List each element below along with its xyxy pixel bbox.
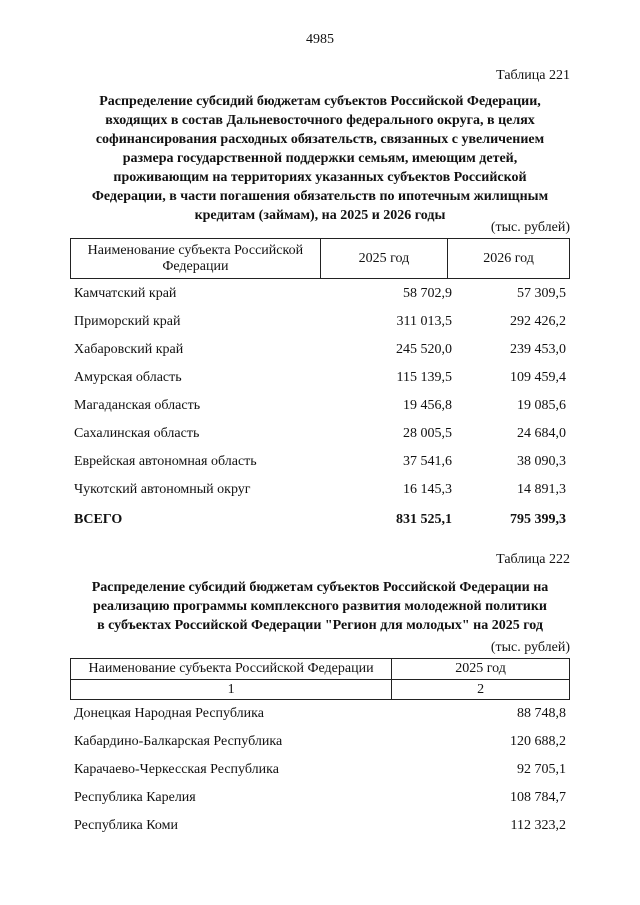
table-221-header xyxy=(70,238,570,279)
total-2026: 795 399,3 xyxy=(510,512,566,527)
row-2025: 120 688,2 xyxy=(510,734,566,749)
title-line: размера государственной поддержки семьям, имеющим детей, xyxy=(122,151,518,166)
row-2025: 115 139,5 xyxy=(396,370,452,385)
header-col-name-line2: Федерации xyxy=(162,258,229,274)
row-2025: 112 323,2 xyxy=(510,818,566,833)
row-name: Амурская область xyxy=(74,370,182,385)
row-2025: 88 748,8 xyxy=(517,706,566,721)
title-line: Федерации, в части погашения обязательств по ипотечным жилищным xyxy=(91,189,549,204)
total-2025: 831 525,1 xyxy=(396,512,452,527)
header-col-name xyxy=(71,239,321,279)
title-line: в субъектах Российской Федерации "Регион для молодых" на 2025 год xyxy=(97,618,543,633)
title-line: проживающим на территориях указанных субъектов Российской xyxy=(113,170,527,185)
table-222-units: (тыс. рублей) xyxy=(490,640,570,655)
table-row xyxy=(70,368,570,388)
title-line: Распределение субсидий бюджетам субъектов Российской Федерации на xyxy=(91,580,549,595)
header-col-name-line1: Наименование субъекта Российской xyxy=(87,242,304,258)
table-221-title xyxy=(70,92,570,225)
table-row xyxy=(70,396,570,416)
table-row xyxy=(70,788,570,808)
row-name: Чукотский автономный округ xyxy=(74,482,251,497)
total-label: ВСЕГО xyxy=(74,512,123,527)
row-2025: 37 541,6 xyxy=(403,454,452,469)
table-row xyxy=(70,312,570,332)
title-line: входящих в состав Дальневосточного федерального округа, в целях xyxy=(105,113,535,128)
row-2026: 38 090,3 xyxy=(517,454,566,469)
table-221-units: (тыс. рублей) xyxy=(490,220,570,235)
row-name: Сахалинская область xyxy=(74,426,200,441)
row-2026: 239 453,0 xyxy=(510,342,566,357)
row-2025: 108 784,7 xyxy=(510,790,566,805)
table-row xyxy=(70,704,570,724)
table-221-label: Таблица 221 xyxy=(496,68,570,83)
row-2026: 57 309,5 xyxy=(517,286,566,301)
row-name: Карачаево-Черкесская Республика xyxy=(74,762,279,777)
header-col-2025: 2025 год xyxy=(392,659,570,680)
title-line: Распределение субсидий бюджетам субъектов Российской Федерации, xyxy=(99,94,541,109)
header-col-name: Наименование субъекта Российской Федерации xyxy=(71,659,392,680)
row-2025: 58 702,9 xyxy=(403,286,452,301)
title-line: реализацию программы комплексного развития молодежной политики xyxy=(93,599,547,614)
row-2026: 19 085,6 xyxy=(517,398,566,413)
row-name: Хабаровский край xyxy=(74,342,184,357)
row-name: Кабардино-Балкарская Республика xyxy=(74,734,283,749)
row-2025: 92 705,1 xyxy=(517,762,566,777)
header-col-2026: 2026 год xyxy=(448,239,570,279)
row-2025: 16 145,3 xyxy=(403,482,452,497)
row-name: Еврейская автономная область xyxy=(74,454,257,469)
header-col-num-2: 2 xyxy=(392,680,570,700)
table-total-row xyxy=(70,510,570,530)
row-2025: 19 456,8 xyxy=(403,398,452,413)
table-222-title xyxy=(70,578,570,635)
row-name: Магаданская область xyxy=(74,398,201,413)
row-name: Республика Карелия xyxy=(74,790,196,805)
row-2026: 109 459,4 xyxy=(510,370,566,385)
row-2026: 24 684,0 xyxy=(517,426,566,441)
row-2026: 14 891,3 xyxy=(517,482,566,497)
table-row xyxy=(70,480,570,500)
table-row xyxy=(70,452,570,472)
row-name: Донецкая Народная Республика xyxy=(74,706,264,721)
table-row xyxy=(70,760,570,780)
row-2025: 311 013,5 xyxy=(396,314,452,329)
row-2025: 28 005,5 xyxy=(403,426,452,441)
table-222-label: Таблица 222 xyxy=(496,552,570,567)
table-row xyxy=(70,732,570,752)
table-row xyxy=(70,816,570,836)
header-col-2025: 2025 год xyxy=(320,239,447,279)
row-name: Камчатский край xyxy=(74,286,177,301)
table-row xyxy=(70,340,570,360)
table-row xyxy=(70,284,570,304)
table-row xyxy=(70,424,570,444)
row-2026: 292 426,2 xyxy=(510,314,566,329)
header-col-num-1: 1 xyxy=(71,680,392,700)
row-2025: 245 520,0 xyxy=(396,342,452,357)
table-222-header xyxy=(70,658,570,700)
title-line: софинансирования расходных обязательств, связанных с увеличением xyxy=(95,132,545,147)
row-name: Республика Коми xyxy=(74,818,178,833)
page-number: 4985 xyxy=(306,32,334,47)
row-name: Приморский край xyxy=(74,314,181,329)
title-line: кредитам (займам), на 2025 и 2026 годы xyxy=(194,208,446,223)
